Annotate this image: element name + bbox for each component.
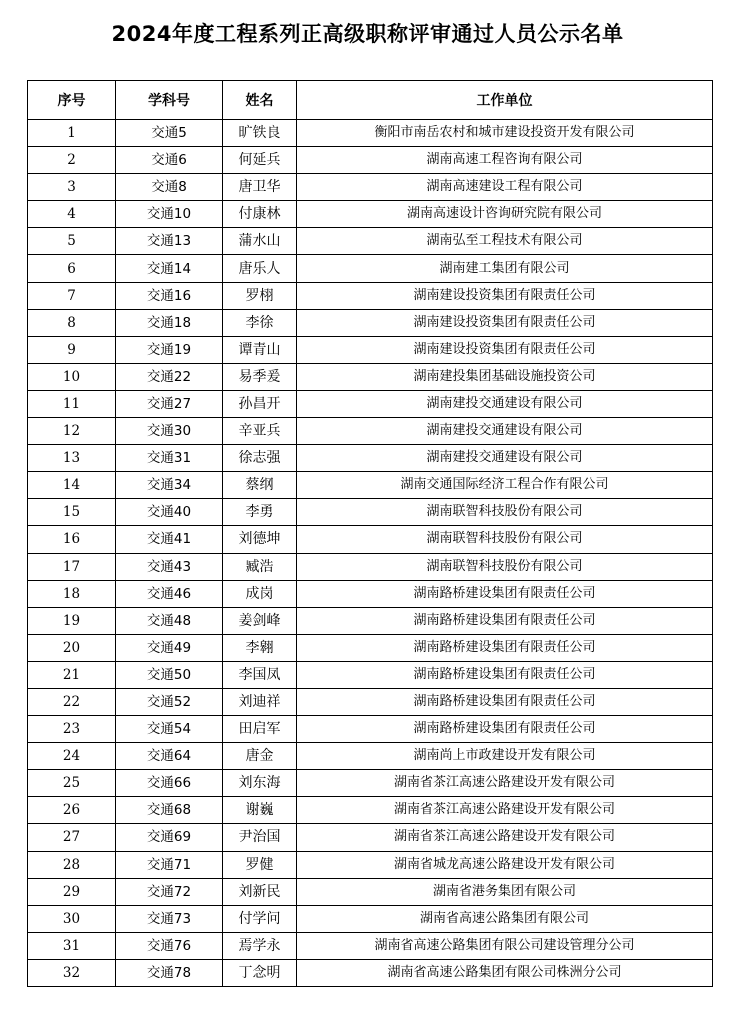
- cell-subject: 交通31: [116, 445, 223, 472]
- cell-subject: 交通16: [116, 282, 223, 309]
- cell-name: 徐志强: [223, 445, 297, 472]
- cell-unit: 湖南省茶江高速公路建设开发有限公司: [297, 770, 713, 797]
- roster-table: [27, 80, 713, 987]
- table-row: [28, 905, 713, 932]
- cell-unit: 湖南联智科技股份有限公司: [297, 526, 713, 553]
- cell-name: 蔡纲: [223, 472, 297, 499]
- cell-unit: 湖南省茶江高速公路建设开发有限公司: [297, 797, 713, 824]
- cell-subject: 交通54: [116, 716, 223, 743]
- table-row: [28, 526, 713, 553]
- cell-name: 付学问: [223, 905, 297, 932]
- cell-unit: 湖南高速工程咨询有限公司: [297, 147, 713, 174]
- cell-unit: 湖南省茶江高速公路建设开发有限公司: [297, 824, 713, 851]
- cell-subject: 交通52: [116, 688, 223, 715]
- cell-unit: 湖南建工集团有限公司: [297, 255, 713, 282]
- table-row: [28, 688, 713, 715]
- table-row: [28, 553, 713, 580]
- cell-no: 21: [28, 661, 116, 688]
- cell-unit: 湖南建投交通建设有限公司: [297, 390, 713, 417]
- table-row: [28, 390, 713, 417]
- cell-no: 14: [28, 472, 116, 499]
- cell-subject: 交通8: [116, 174, 223, 201]
- cell-name: 付康林: [223, 201, 297, 228]
- cell-no: 27: [28, 824, 116, 851]
- cell-subject: 交通19: [116, 336, 223, 363]
- cell-name: 李国凤: [223, 661, 297, 688]
- header-subject: 学科号: [116, 81, 223, 120]
- table-row: [28, 472, 713, 499]
- cell-subject: 交通40: [116, 499, 223, 526]
- cell-no: 23: [28, 716, 116, 743]
- table-row: [28, 580, 713, 607]
- cell-subject: 交通76: [116, 932, 223, 959]
- cell-no: 18: [28, 580, 116, 607]
- cell-name: 唐金: [223, 743, 297, 770]
- cell-name: 罗健: [223, 851, 297, 878]
- cell-name: 辛亚兵: [223, 418, 297, 445]
- cell-name: 何延兵: [223, 147, 297, 174]
- cell-subject: 交通41: [116, 526, 223, 553]
- cell-unit: 湖南高速建设工程有限公司: [297, 174, 713, 201]
- cell-subject: 交通6: [116, 147, 223, 174]
- cell-no: 22: [28, 688, 116, 715]
- cell-name: 孙昌开: [223, 390, 297, 417]
- cell-no: 29: [28, 878, 116, 905]
- table-row: [28, 445, 713, 472]
- cell-subject: 交通30: [116, 418, 223, 445]
- cell-subject: 交通66: [116, 770, 223, 797]
- cell-unit: 湖南建投交通建设有限公司: [297, 418, 713, 445]
- cell-subject: 交通22: [116, 363, 223, 390]
- cell-no: 6: [28, 255, 116, 282]
- cell-no: 19: [28, 607, 116, 634]
- cell-no: 20: [28, 634, 116, 661]
- table-row: [28, 716, 713, 743]
- cell-name: 田启军: [223, 716, 297, 743]
- cell-unit: 湖南省高速公路集团有限公司株洲分公司: [297, 959, 713, 986]
- cell-unit: 湖南路桥建设集团有限责任公司: [297, 661, 713, 688]
- table-row: [28, 607, 713, 634]
- cell-no: 25: [28, 770, 116, 797]
- cell-no: 26: [28, 797, 116, 824]
- table-row: [28, 959, 713, 986]
- cell-subject: 交通14: [116, 255, 223, 282]
- cell-name: 刘东海: [223, 770, 297, 797]
- cell-name: 姜剑峰: [223, 607, 297, 634]
- cell-subject: 交通49: [116, 634, 223, 661]
- table-row: [28, 255, 713, 282]
- table-row: [28, 228, 713, 255]
- cell-subject: 交通34: [116, 472, 223, 499]
- cell-unit: 湖南尚上市政建设开发有限公司: [297, 743, 713, 770]
- table-row: [28, 120, 713, 147]
- cell-subject: 交通43: [116, 553, 223, 580]
- cell-no: 8: [28, 309, 116, 336]
- table-row: [28, 634, 713, 661]
- cell-subject: 交通50: [116, 661, 223, 688]
- table-row: [28, 418, 713, 445]
- cell-subject: 交通10: [116, 201, 223, 228]
- cell-name: 旷铁良: [223, 120, 297, 147]
- cell-name: 蒲水山: [223, 228, 297, 255]
- cell-name: 易季爰: [223, 363, 297, 390]
- cell-subject: 交通18: [116, 309, 223, 336]
- header-row: [28, 81, 713, 120]
- header-no: 序号: [28, 81, 116, 120]
- cell-no: 24: [28, 743, 116, 770]
- cell-name: 李翱: [223, 634, 297, 661]
- cell-subject: 交通27: [116, 390, 223, 417]
- cell-name: 丁念明: [223, 959, 297, 986]
- cell-name: 李徐: [223, 309, 297, 336]
- table-row: [28, 661, 713, 688]
- table-body: [28, 120, 713, 987]
- table-row: [28, 878, 713, 905]
- table-row: [28, 932, 713, 959]
- table-row: [28, 851, 713, 878]
- cell-unit: 湖南路桥建设集团有限责任公司: [297, 716, 713, 743]
- cell-subject: 交通46: [116, 580, 223, 607]
- header-unit: 工作单位: [297, 81, 713, 120]
- cell-no: 9: [28, 336, 116, 363]
- cell-name: 李勇: [223, 499, 297, 526]
- cell-unit: 湖南弘至工程技术有限公司: [297, 228, 713, 255]
- cell-unit: 湖南联智科技股份有限公司: [297, 499, 713, 526]
- cell-name: 焉学永: [223, 932, 297, 959]
- table-row: [28, 363, 713, 390]
- cell-no: 10: [28, 363, 116, 390]
- cell-unit: 湖南省高速公路集团有限公司: [297, 905, 713, 932]
- cell-subject: 交通5: [116, 120, 223, 147]
- cell-unit: 湖南高速设计咨询研究院有限公司: [297, 201, 713, 228]
- table-row: [28, 499, 713, 526]
- cell-unit: 湖南路桥建设集团有限责任公司: [297, 580, 713, 607]
- table-row: [28, 770, 713, 797]
- table-row: [28, 201, 713, 228]
- cell-no: 11: [28, 390, 116, 417]
- cell-subject: 交通64: [116, 743, 223, 770]
- cell-no: 4: [28, 201, 116, 228]
- cell-name: 谭青山: [223, 336, 297, 363]
- cell-unit: 湖南交通国际经济工程合作有限公司: [297, 472, 713, 499]
- cell-name: 谢巍: [223, 797, 297, 824]
- cell-subject: 交通69: [116, 824, 223, 851]
- cell-name: 唐卫华: [223, 174, 297, 201]
- cell-no: 5: [28, 228, 116, 255]
- cell-no: 13: [28, 445, 116, 472]
- cell-name: 罗栩: [223, 282, 297, 309]
- cell-unit: 衡阳市南岳农村和城市建设投资开发有限公司: [297, 120, 713, 147]
- table-row: [28, 174, 713, 201]
- table-row: [28, 743, 713, 770]
- cell-name: 尹治国: [223, 824, 297, 851]
- cell-unit: 湖南建投交通建设有限公司: [297, 445, 713, 472]
- cell-name: 唐乐人: [223, 255, 297, 282]
- cell-no: 16: [28, 526, 116, 553]
- cell-name: 刘新民: [223, 878, 297, 905]
- table-row: [28, 336, 713, 363]
- cell-no: 28: [28, 851, 116, 878]
- cell-no: 7: [28, 282, 116, 309]
- cell-unit: 湖南建设投资集团有限责任公司: [297, 282, 713, 309]
- cell-unit: 湖南路桥建设集团有限责任公司: [297, 688, 713, 715]
- cell-no: 2: [28, 147, 116, 174]
- cell-unit: 湖南省港务集团有限公司: [297, 878, 713, 905]
- table-row: [28, 147, 713, 174]
- cell-no: 12: [28, 418, 116, 445]
- cell-unit: 湖南路桥建设集团有限责任公司: [297, 607, 713, 634]
- cell-unit: 湖南建投集团基础设施投资公司: [297, 363, 713, 390]
- cell-no: 30: [28, 905, 116, 932]
- cell-no: 15: [28, 499, 116, 526]
- table-row: [28, 309, 713, 336]
- cell-no: 3: [28, 174, 116, 201]
- table-row: [28, 282, 713, 309]
- cell-name: 成岗: [223, 580, 297, 607]
- cell-subject: 交通68: [116, 797, 223, 824]
- cell-subject: 交通72: [116, 878, 223, 905]
- header-name: 姓名: [223, 81, 297, 120]
- cell-unit: 湖南省城龙高速公路建设开发有限公司: [297, 851, 713, 878]
- page-title: 2024年度工程系列正高级职称评审通过人员公示名单: [111, 22, 624, 46]
- cell-name: 臧浩: [223, 553, 297, 580]
- cell-subject: 交通48: [116, 607, 223, 634]
- cell-no: 32: [28, 959, 116, 986]
- cell-no: 31: [28, 932, 116, 959]
- cell-unit: 湖南联智科技股份有限公司: [297, 553, 713, 580]
- cell-unit: 湖南省高速公路集团有限公司建设管理分公司: [297, 932, 713, 959]
- cell-name: 刘德坤: [223, 526, 297, 553]
- cell-subject: 交通78: [116, 959, 223, 986]
- cell-name: 刘迪祥: [223, 688, 297, 715]
- table-row: [28, 797, 713, 824]
- cell-subject: 交通71: [116, 851, 223, 878]
- cell-no: 17: [28, 553, 116, 580]
- cell-subject: 交通13: [116, 228, 223, 255]
- cell-unit: 湖南建设投资集团有限责任公司: [297, 336, 713, 363]
- table-row: [28, 824, 713, 851]
- cell-no: 1: [28, 120, 116, 147]
- cell-unit: 湖南路桥建设集团有限责任公司: [297, 634, 713, 661]
- cell-unit: 湖南建设投资集团有限责任公司: [297, 309, 713, 336]
- cell-subject: 交通73: [116, 905, 223, 932]
